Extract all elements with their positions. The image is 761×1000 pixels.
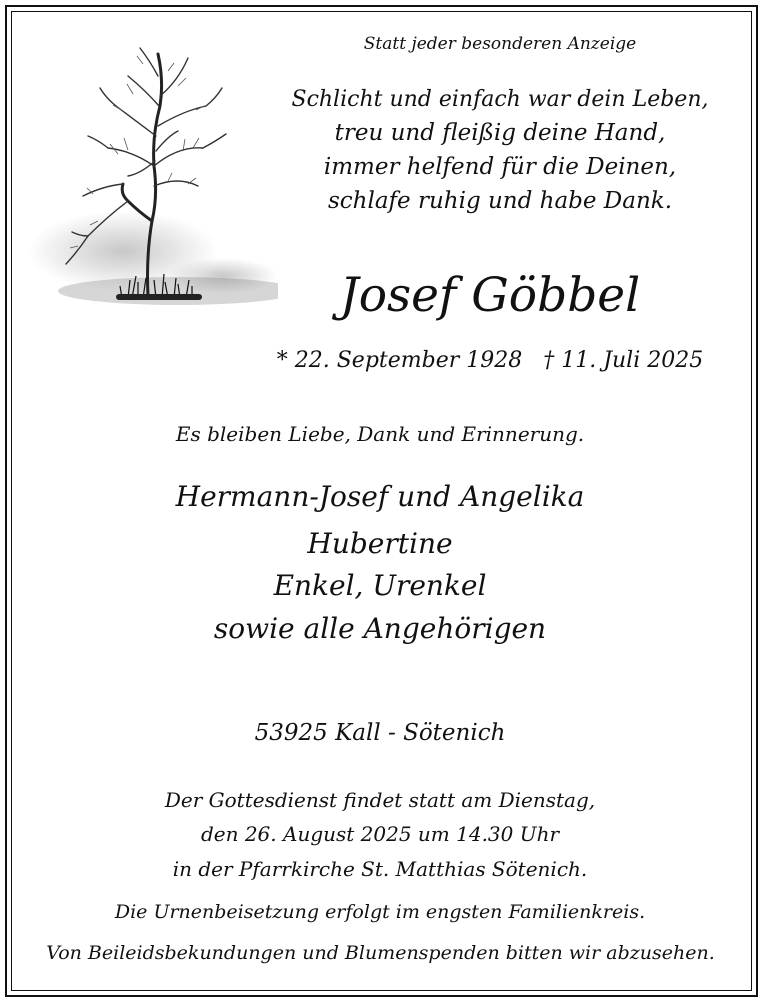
poem-line: immer helfend für die Deinen, (323, 154, 677, 180)
header-line: Statt jeder besonderen Anzeige (363, 34, 637, 54)
life-dates: * 22. September 1928 † 11. Juli 2025 (276, 348, 704, 373)
service-line: Der Gottesdienst findet statt am Dienstag, (164, 788, 596, 812)
location-line: 53925 Kall - Sötenich (254, 720, 506, 746)
poem-line: treu und fleißig deine Hand, (334, 120, 666, 146)
request-line: Von Beileidsbekundungen und Blumenspenden bitten wir abzusehen. (46, 942, 715, 964)
mourner-line: sowie alle Angehörigen (213, 612, 547, 645)
poem-line: Schlicht und einfach war dein Leben, (291, 87, 709, 112)
poem-line: schlafe ruhig und habe Dank. (327, 188, 673, 214)
mourner-line: Enkel, Urenkel (273, 569, 487, 602)
tree-illustration (28, 36, 278, 316)
deceased-name: Josef Göbbel (339, 268, 641, 323)
service-line: in der Pfarrkirche St. Matthias Sötenich. (172, 857, 588, 881)
service-line: den 26. August 2025 um 14.30 Uhr (200, 822, 560, 846)
mourner-line: Hermann-Josef und Angelika (175, 480, 585, 513)
burial-line: Die Urnenbeisetzung erfolgt im engsten Familienkreis. (114, 901, 646, 923)
mourner-line: Hubertine (307, 527, 453, 560)
remembrance-line: Es bleiben Liebe, Dank und Erinnerung. (175, 422, 585, 446)
